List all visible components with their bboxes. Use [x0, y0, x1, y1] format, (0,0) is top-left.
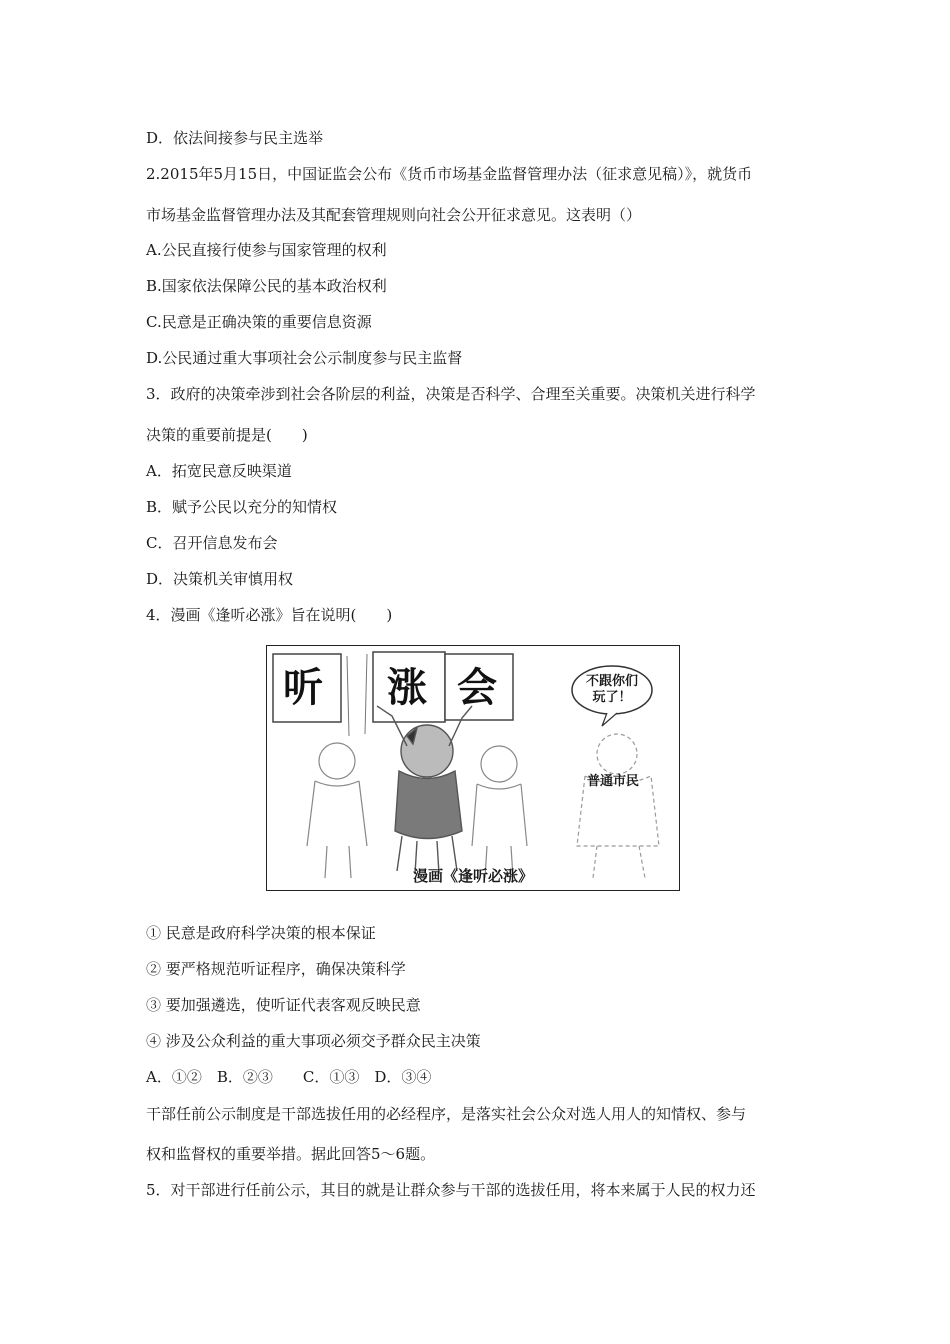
line-1: D．依法间接参与民主选举: [146, 129, 324, 147]
citizen-label: 普通市民: [587, 774, 640, 789]
banner-char-3: 会: [457, 665, 497, 711]
line-17: ③ 要加强遴选，使听证代表客观反映民意: [146, 996, 421, 1014]
line-8: 3．政府的决策牵涉到社会各阶层的利益，决策是否科学、合理至关重要。决策机关进行科学: [146, 385, 756, 403]
citizen-figure: [577, 734, 659, 878]
line-6: C.民意是正确决策的重要信息资源: [146, 313, 372, 331]
line-3: 市场基金监督管理办法及其配套管理规则向社会公开征求意见。这表明（）: [146, 206, 642, 224]
line-7: D.公民通过重大事项社会公示制度参与民主监督: [146, 349, 463, 367]
cartoon-caption: 漫画《逢听必涨》: [412, 867, 533, 885]
line-21: 权和监督权的重要举措。据此回答5～6题。: [146, 1145, 436, 1163]
cartoon-figure: [266, 645, 680, 891]
central-figure: [377, 706, 472, 874]
line-16: ② 要严格规范听证程序，确保决策科学: [146, 960, 406, 978]
speech-bubble-text: 不跟你们玩了！: [585, 674, 638, 705]
line-13: D．决策机关审慎用权: [146, 570, 294, 588]
line-9: 决策的重要前提是( ): [146, 426, 308, 444]
banner-char-2: 涨: [387, 665, 427, 711]
line-2: 2.2015年5月15日，中国证监会公布《货币市场基金监督管理办法（征求意见稿）》，就货币: [146, 165, 753, 183]
line-18: ④ 涉及公众利益的重大事项必须交予群众民主决策: [146, 1032, 481, 1050]
line-14: 4．漫画《逢听必涨》旨在说明( ): [146, 606, 393, 624]
line-19: A．①② B．②③ C．①③ D．③④: [146, 1068, 432, 1086]
line-4: A.公民直接行使参与国家管理的权利: [146, 241, 387, 259]
line-22: 5．对干部进行任前公示，其目的就是让群众参与干部的选拔任用，将本来属于人民的权力还: [146, 1181, 756, 1199]
line-10: A．拓宽民意反映渠道: [146, 462, 292, 480]
banner-char-1: 听: [283, 665, 323, 711]
line-11: B．赋予公民以充分的知情权: [146, 498, 338, 516]
line-12: C．召开信息发布会: [146, 534, 278, 552]
right-figure: [472, 746, 527, 878]
line-5: B.国家依法保障公民的基本政治权利: [146, 277, 387, 295]
line-15: ① 民意是政府科学决策的根本保证: [146, 924, 376, 942]
left-figure: [307, 743, 367, 878]
line-20: 干部任前公示制度是干部选拔任用的必经程序，是落实社会公众对选人用人的知情权、参与: [146, 1105, 747, 1123]
